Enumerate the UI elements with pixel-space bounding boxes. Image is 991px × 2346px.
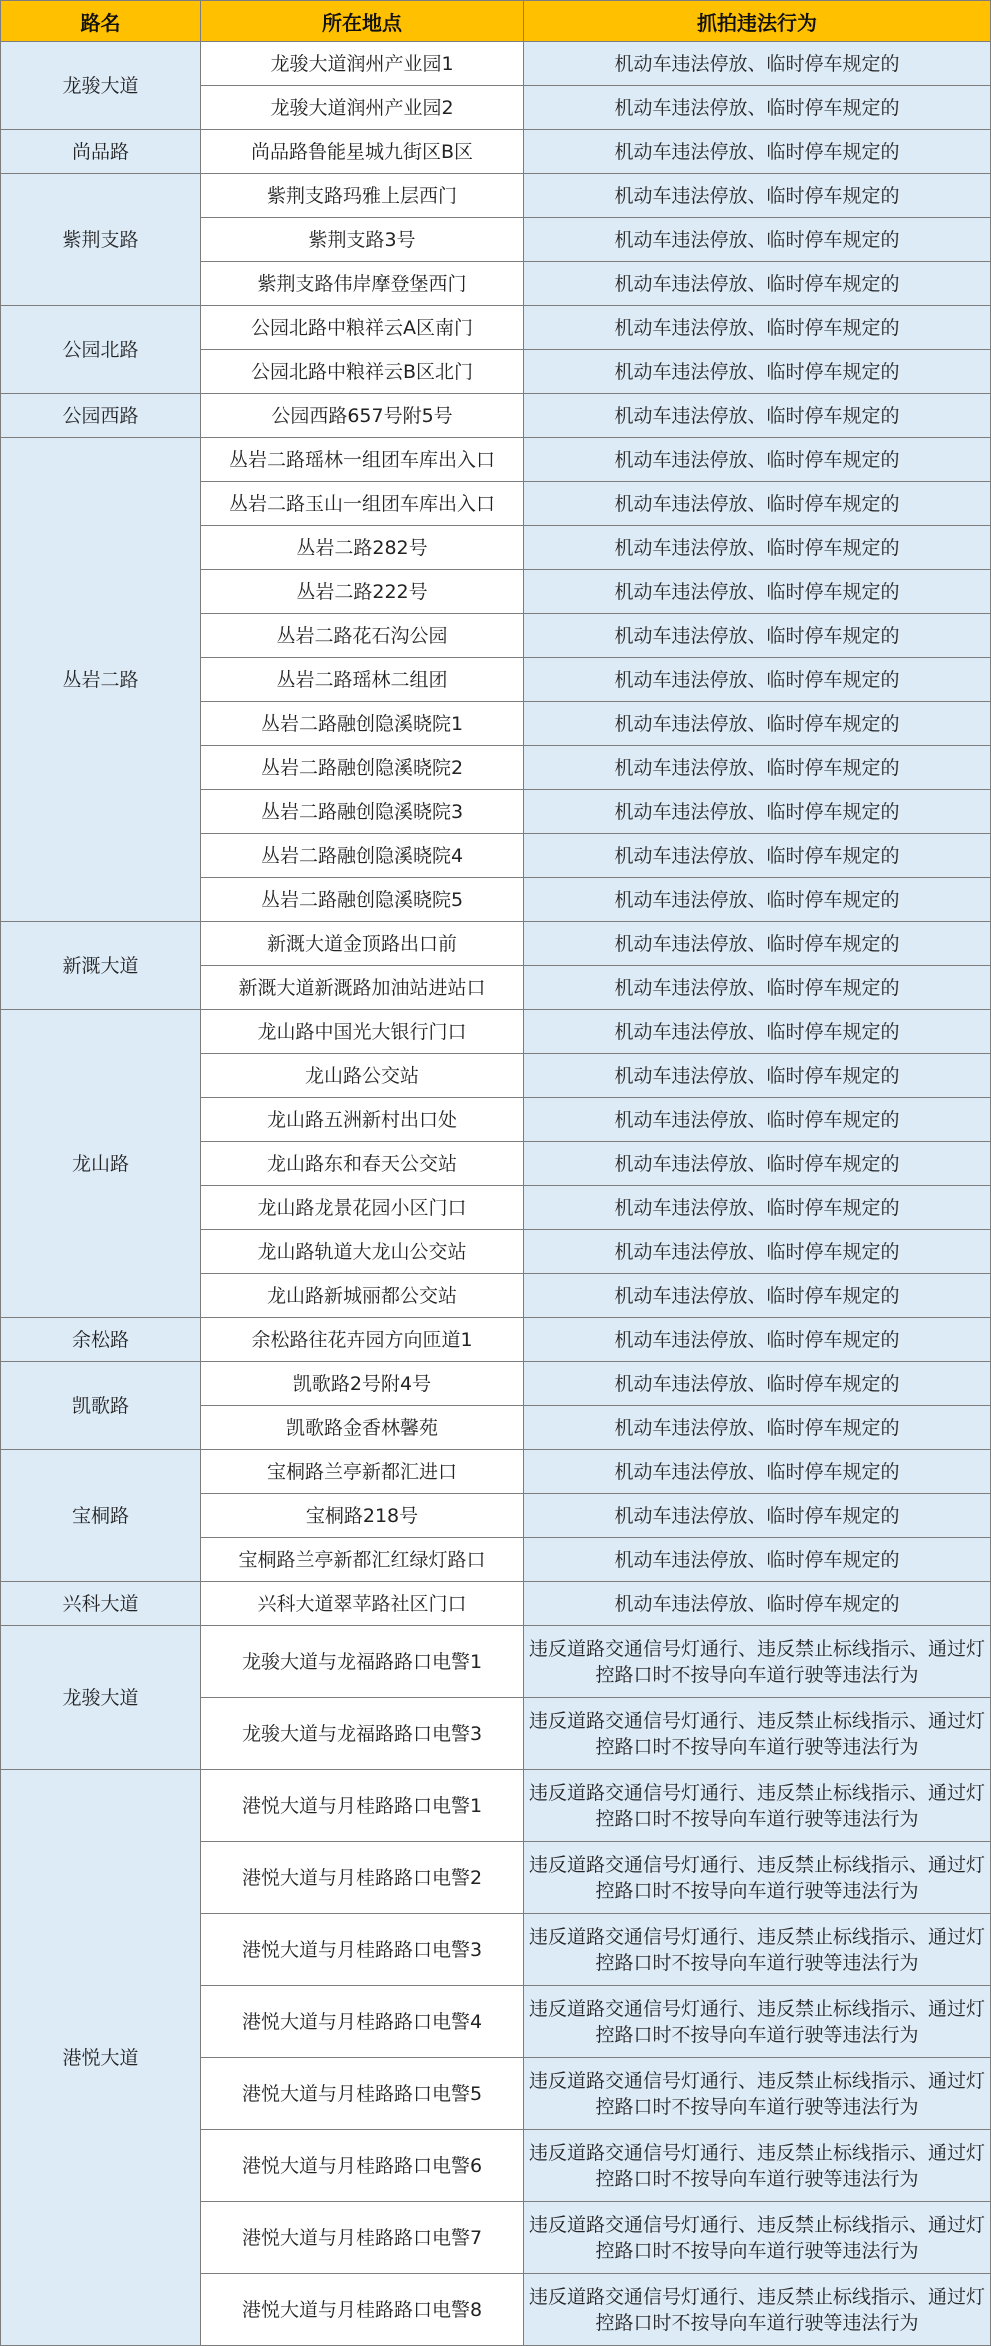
road-name-cell: 余松路 <box>1 1318 201 1362</box>
road-name-cell: 公园西路 <box>1 394 201 438</box>
table-row <box>1 1318 991 1362</box>
road-name-cell: 龙骏大道 <box>1 42 201 130</box>
violation-cell: 机动车违法停放、临时停车规定的 <box>524 1362 991 1406</box>
table-row <box>1 1626 991 1698</box>
road-name-cell: 兴科大道 <box>1 1582 201 1626</box>
location-cell: 龙山路轨道大龙山公交站 <box>201 1230 524 1274</box>
table-row <box>1 1770 991 1842</box>
violation-cell: 违反道路交通信号灯通行、违反禁止标线指示、通过灯控路口时不按导向车道行驶等违法行为 <box>524 1914 991 1986</box>
violation-cell: 机动车违法停放、临时停车规定的 <box>524 1450 991 1494</box>
location-cell: 港悦大道与月桂路路口电警3 <box>201 1914 524 1986</box>
location-cell: 港悦大道与月桂路路口电警8 <box>201 2274 524 2346</box>
table-row <box>1 1010 991 1054</box>
violation-cell: 机动车违法停放、临时停车规定的 <box>524 1406 991 1450</box>
location-cell: 港悦大道与月桂路路口电警1 <box>201 1770 524 1842</box>
table-row <box>1 306 991 350</box>
violation-cell: 机动车违法停放、临时停车规定的 <box>524 42 991 86</box>
table-row <box>1 1362 991 1406</box>
violation-cell: 违反道路交通信号灯通行、违反禁止标线指示、通过灯控路口时不按导向车道行驶等违法行为 <box>524 1770 991 1842</box>
table-row <box>1 922 991 966</box>
location-cell: 龙山路新城丽都公交站 <box>201 1274 524 1318</box>
location-cell: 余松路往花卉园方向匝道1 <box>201 1318 524 1362</box>
table-row <box>1 174 991 218</box>
location-cell: 龙骏大道润州产业园1 <box>201 42 524 86</box>
violation-cell: 机动车违法停放、临时停车规定的 <box>524 526 991 570</box>
road-name-cell: 港悦大道 <box>1 1770 201 2346</box>
violation-cell: 机动车违法停放、临时停车规定的 <box>524 1230 991 1274</box>
violation-cell: 机动车违法停放、临时停车规定的 <box>524 1098 991 1142</box>
location-cell: 港悦大道与月桂路路口电警4 <box>201 1986 524 2058</box>
location-cell: 公园北路中粮祥云B区北门 <box>201 350 524 394</box>
location-cell: 宝桐路兰亭新都汇进口 <box>201 1450 524 1494</box>
violation-cell: 机动车违法停放、临时停车规定的 <box>524 218 991 262</box>
violation-cell: 违反道路交通信号灯通行、违反禁止标线指示、通过灯控路口时不按导向车道行驶等违法行为 <box>524 1842 991 1914</box>
violation-cell: 机动车违法停放、临时停车规定的 <box>524 1494 991 1538</box>
violation-cell: 机动车违法停放、临时停车规定的 <box>524 746 991 790</box>
violation-cell: 机动车违法停放、临时停车规定的 <box>524 702 991 746</box>
table-row <box>1 1582 991 1626</box>
violation-cell: 机动车违法停放、临时停车规定的 <box>524 1582 991 1626</box>
road-name-cell: 新溉大道 <box>1 922 201 1010</box>
location-cell: 龙骏大道润州产业园2 <box>201 86 524 130</box>
violation-cell: 机动车违法停放、临时停车规定的 <box>524 834 991 878</box>
violation-cell: 机动车违法停放、临时停车规定的 <box>524 306 991 350</box>
violation-cell: 机动车违法停放、临时停车规定的 <box>524 174 991 218</box>
location-cell: 龙骏大道与龙福路路口电警3 <box>201 1698 524 1770</box>
location-cell: 丛岩二路融创隐溪晓院5 <box>201 878 524 922</box>
violation-cell: 机动车违法停放、临时停车规定的 <box>524 1054 991 1098</box>
location-cell: 丛岩二路融创隐溪晓院4 <box>201 834 524 878</box>
violation-cell: 机动车违法停放、临时停车规定的 <box>524 86 991 130</box>
location-cell: 丛岩二路222号 <box>201 570 524 614</box>
header-violation: 抓拍违法行为 <box>524 1 991 42</box>
location-cell: 丛岩二路282号 <box>201 526 524 570</box>
location-cell: 港悦大道与月桂路路口电警2 <box>201 1842 524 1914</box>
violation-cell: 机动车违法停放、临时停车规定的 <box>524 130 991 174</box>
road-name-cell: 尚品路 <box>1 130 201 174</box>
violation-cell: 机动车违法停放、临时停车规定的 <box>524 262 991 306</box>
violation-cell: 机动车违法停放、临时停车规定的 <box>524 1186 991 1230</box>
location-cell: 凯歌路2号附4号 <box>201 1362 524 1406</box>
table-row <box>1 438 991 482</box>
location-cell: 宝桐路218号 <box>201 1494 524 1538</box>
header-row <box>1 1 991 42</box>
location-cell: 新溉大道金顶路出口前 <box>201 922 524 966</box>
location-cell: 兴科大道翠苹路社区门口 <box>201 1582 524 1626</box>
header-location: 所在地点 <box>201 1 524 42</box>
location-cell: 丛岩二路融创隐溪晓院2 <box>201 746 524 790</box>
violation-cell: 机动车违法停放、临时停车规定的 <box>524 1274 991 1318</box>
location-cell: 宝桐路兰亭新都汇红绿灯路口 <box>201 1538 524 1582</box>
road-name-cell: 紫荆支路 <box>1 174 201 306</box>
violation-cell: 机动车违法停放、临时停车规定的 <box>524 1538 991 1582</box>
location-cell: 港悦大道与月桂路路口电警7 <box>201 2202 524 2274</box>
violation-cell: 违反道路交通信号灯通行、违反禁止标线指示、通过灯控路口时不按导向车道行驶等违法行为 <box>524 2130 991 2202</box>
location-cell: 紫荆支路3号 <box>201 218 524 262</box>
violation-cell: 机动车违法停放、临时停车规定的 <box>524 1010 991 1054</box>
location-cell: 龙山路东和春天公交站 <box>201 1142 524 1186</box>
violation-cell: 机动车违法停放、临时停车规定的 <box>524 438 991 482</box>
violation-cell: 违反道路交通信号灯通行、违反禁止标线指示、通过灯控路口时不按导向车道行驶等违法行为 <box>524 1698 991 1770</box>
location-cell: 公园北路中粮祥云A区南门 <box>201 306 524 350</box>
location-cell: 龙山路五洲新村出口处 <box>201 1098 524 1142</box>
road-name-cell: 丛岩二路 <box>1 438 201 922</box>
table-row <box>1 394 991 438</box>
table-body <box>1 42 991 2346</box>
road-name-cell: 公园北路 <box>1 306 201 394</box>
location-cell: 公园西路657号附5号 <box>201 394 524 438</box>
violation-cell: 机动车违法停放、临时停车规定的 <box>524 482 991 526</box>
violation-cell: 机动车违法停放、临时停车规定的 <box>524 350 991 394</box>
violation-cell: 违反道路交通信号灯通行、违反禁止标线指示、通过灯控路口时不按导向车道行驶等违法行为 <box>524 2058 991 2130</box>
location-cell: 紫荆支路伟岸摩登堡西门 <box>201 262 524 306</box>
location-cell: 龙山路中国光大银行门口 <box>201 1010 524 1054</box>
location-cell: 港悦大道与月桂路路口电警5 <box>201 2058 524 2130</box>
location-cell: 丛岩二路融创隐溪晓院1 <box>201 702 524 746</box>
violation-cell: 机动车违法停放、临时停车规定的 <box>524 570 991 614</box>
table-row <box>1 1450 991 1494</box>
location-cell: 凯歌路金香林馨苑 <box>201 1406 524 1450</box>
road-name-cell: 龙骏大道 <box>1 1626 201 1770</box>
violation-cell: 机动车违法停放、临时停车规定的 <box>524 614 991 658</box>
location-cell: 丛岩二路瑶林二组团 <box>201 658 524 702</box>
road-name-cell: 宝桐路 <box>1 1450 201 1582</box>
location-cell: 新溉大道新溉路加油站进站口 <box>201 966 524 1010</box>
violation-cell: 违反道路交通信号灯通行、违反禁止标线指示、通过灯控路口时不按导向车道行驶等违法行为 <box>524 2202 991 2274</box>
location-cell: 港悦大道与月桂路路口电警6 <box>201 2130 524 2202</box>
location-cell: 龙骏大道与龙福路路口电警1 <box>201 1626 524 1698</box>
violation-cell: 机动车违法停放、临时停车规定的 <box>524 658 991 702</box>
location-cell: 龙山路公交站 <box>201 1054 524 1098</box>
violation-cell: 机动车违法停放、临时停车规定的 <box>524 922 991 966</box>
road-name-cell: 凯歌路 <box>1 1362 201 1450</box>
location-cell: 丛岩二路花石沟公园 <box>201 614 524 658</box>
violation-cell: 机动车违法停放、临时停车规定的 <box>524 394 991 438</box>
location-cell: 丛岩二路瑶林一组团车库出入口 <box>201 438 524 482</box>
violation-cell: 机动车违法停放、临时停车规定的 <box>524 1142 991 1186</box>
violation-cell: 违反道路交通信号灯通行、违反禁止标线指示、通过灯控路口时不按导向车道行驶等违法行为 <box>524 1626 991 1698</box>
violation-cell: 机动车违法停放、临时停车规定的 <box>524 878 991 922</box>
table-row <box>1 42 991 86</box>
location-cell: 丛岩二路融创隐溪晓院3 <box>201 790 524 834</box>
road-name-cell: 龙山路 <box>1 1010 201 1318</box>
violation-cell: 违反道路交通信号灯通行、违反禁止标线指示、通过灯控路口时不按导向车道行驶等违法行为 <box>524 2274 991 2346</box>
header-road: 路名 <box>1 1 201 42</box>
violation-cell: 机动车违法停放、临时停车规定的 <box>524 966 991 1010</box>
location-cell: 尚品路鲁能星城九街区B区 <box>201 130 524 174</box>
violation-cell: 机动车违法停放、临时停车规定的 <box>524 1318 991 1362</box>
location-cell: 龙山路龙景花园小区门口 <box>201 1186 524 1230</box>
table-row <box>1 130 991 174</box>
violation-cell: 违反道路交通信号灯通行、违反禁止标线指示、通过灯控路口时不按导向车道行驶等违法行为 <box>524 1986 991 2058</box>
location-cell: 丛岩二路玉山一组团车库出入口 <box>201 482 524 526</box>
violation-cell: 机动车违法停放、临时停车规定的 <box>524 790 991 834</box>
location-cell: 紫荆支路玛雅上层西门 <box>201 174 524 218</box>
